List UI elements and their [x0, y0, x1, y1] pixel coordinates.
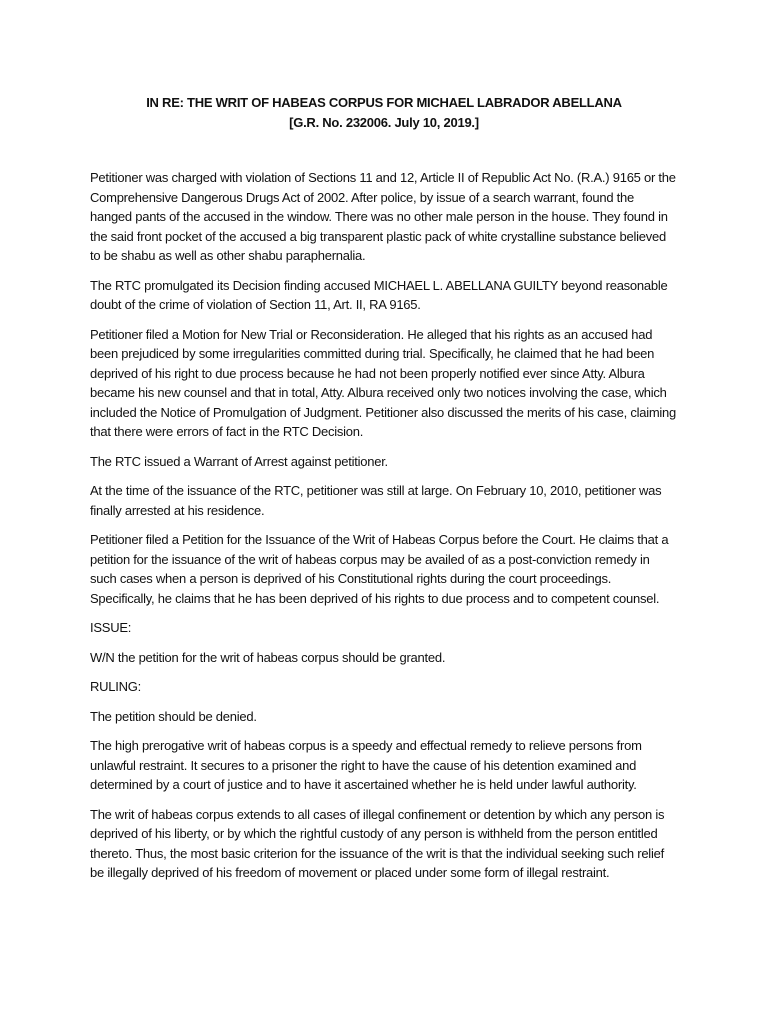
paragraph-facts: Petitioner was charged with violation of Sections 11 and 12, Article II of Republic Act No. (R.A.) 9165 or the Comprehensive Dangerous Drugs Act of 2002. After police, by issue of a search warrant, found the hanged pants of the accused in the window. There was no other male person in the house. They found in the said front pocket of the accused a big transparent plastic pack of white crystalline substance believed to be shabu as well as other shabu paraphernalia.: [90, 170, 676, 263]
paragraph-ruling: The petition should be denied.: [90, 708, 257, 724]
document-title: [90, 93, 678, 133]
title-case-number: [G.R. No. 232006. July 10, 2019.]: [289, 115, 479, 130]
title-case-name: IN RE: THE WRIT OF HABEAS CORPUS FOR MICHAEL LABRADOR ABELLANA: [146, 95, 622, 110]
paragraph-arrest: At the time of the issuance of the RTC, petitioner was still at large. On February 10, 2010, petitioner was finally arrested at his residence.: [90, 483, 662, 518]
paragraph-issue: W/N the petition for the writ of habeas corpus should be granted.: [90, 649, 446, 665]
paragraph-warrant: The RTC issued a Warrant of Arrest against petitioner.: [90, 453, 388, 469]
heading-issue: ISSUE:: [90, 620, 132, 635]
paragraph-petition: Petitioner filed a Petition for the Issuance of the Writ of Habeas Corpus before the Court. He claims that a petition for the issuance of the writ of habeas corpus may be availed of as a post-conviction remedy in such cases when a person is deprived of his Constitutional rights during the court proceedings. Specifically, he claims that he has been deprived of his rights to due process and to competent counsel.: [90, 532, 669, 606]
paragraph-motion: Petitioner filed a Motion for New Trial or Reconsideration. He alleged that his rights as an accused had been prejudiced by some irregularities committed during trial. Specifically, he claimed that he had been deprived of his right to due process because he had not been properly notified ever since Atty. Albura became his new counsel and that in total, Atty. Albura received only two notices involving the case, which included the Notice of Promulgation of Judgment. Petitioner also discussed the merits of his case, claiming that there were errors of fact in the RTC Decision.: [90, 326, 677, 439]
paragraph-rtc-decision: The RTC promulgated its Decision finding accused MICHAEL L. ABELLANA GUILTY beyond reasonable doubt of the crime of violation of Section 11, Art. II, RA 9165.: [90, 277, 668, 312]
heading-ruling: RULING:: [90, 679, 141, 694]
paragraph-habeas-corpus-definition: The high prerogative writ of habeas corpus is a speedy and effectual remedy to relieve persons from unlawful restraint. It secures to a prisoner the right to have the cause of his detention examined and determined by a court of justice and to have it ascertained whether he is held under lawful authority.: [90, 738, 642, 792]
paragraph-habeas-corpus-scope: The writ of habeas corpus extends to all cases of illegal confinement or detention by which any person is deprived of his liberty, or by which the rightful custody of any person is withheld from the person entitled thereto. Thus, the most basic criterion for the issuance of the writ is that the individual seeking such relief be illegally deprived of his freedom of movement or placed under some form of illegal restraint.: [90, 806, 665, 880]
